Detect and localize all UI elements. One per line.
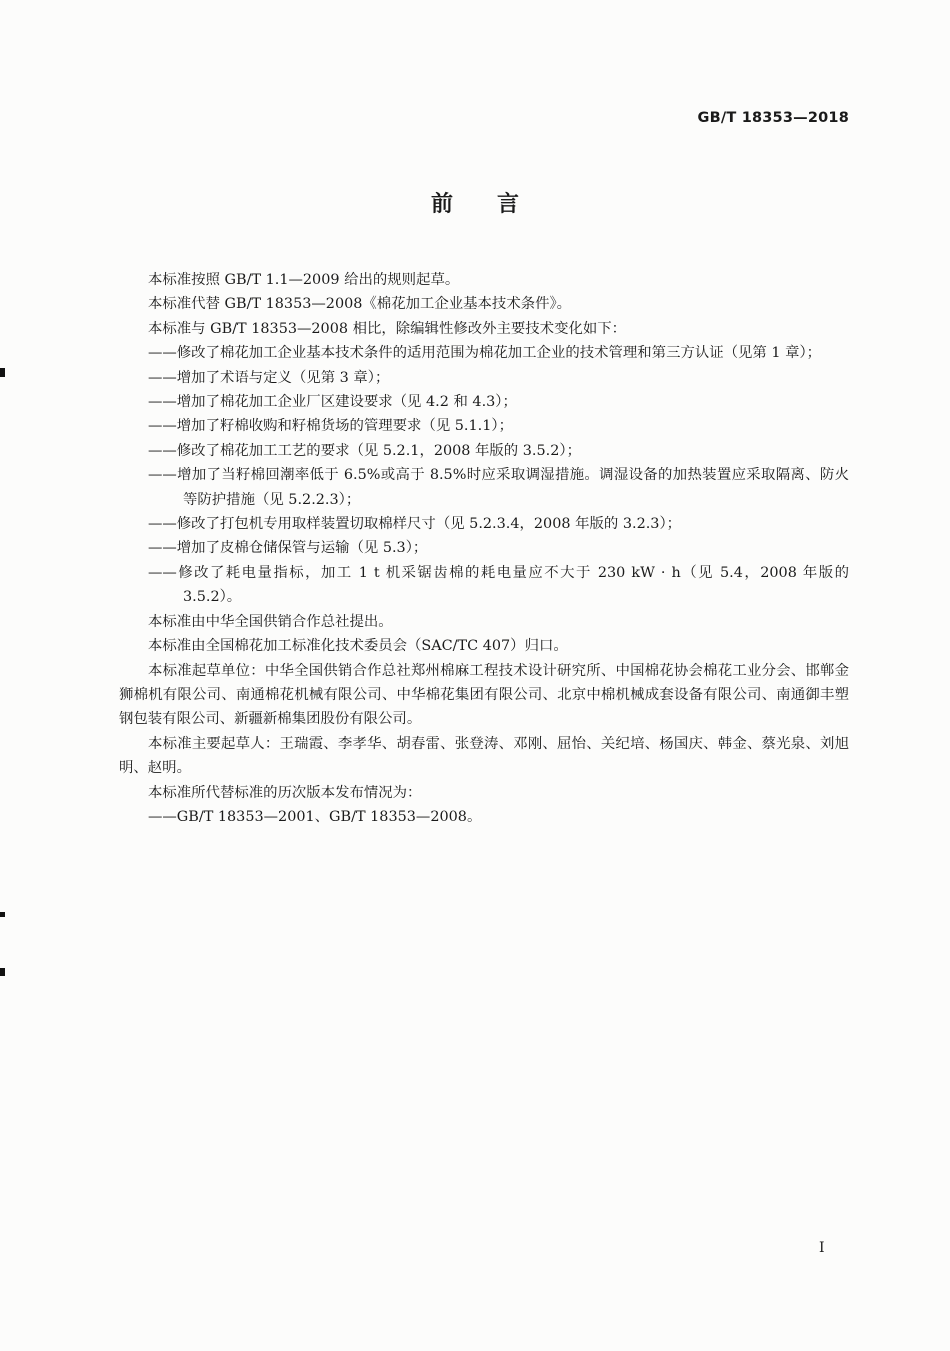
change-item: ——增加了棉花加工企业厂区建设要求（见 4.2 和 4.3）； [148,394,517,411]
change-item: ——修改了耗电量指标，加工 1 t 机采锯齿棉的耗电量应不大于 230 kW · h（见 5.4，2008 年版的 3.5.2）。 [148,564,849,606]
paragraph-drafting-rules: 本标准按照 GB/T 1.1—2009 给出的规则起草。 [148,272,460,288]
paragraph-replaces: 本标准代替 GB/T 18353—2008《棉花加工企业基本技术条件》。 [148,296,572,313]
page-number: I [819,1240,825,1256]
change-item: ——修改了棉花加工工艺的要求（见 5.2.1，2008 年版的 3.5.2）； [148,442,581,459]
scan-edge-mark [0,368,5,377]
change-item: ——修改了打包机专用取样装置切取棉样尺寸（见 5.2.3.4，2008 年版的 3.2.3）； [148,516,682,533]
previous-versions-item: ——GB/T 18353—2001、GB/T 18353—2008。 [148,808,482,825]
paragraph-proposed-by: 本标准由中华全国供销合作总社提出。 [148,613,393,630]
paragraph-previous-versions-intro: 本标准所代替标准的历次版本发布情况为： [148,784,422,801]
change-item: ——增加了籽棉收购和籽棉货场的管理要求（见 5.1.1）； [148,418,513,435]
document-body [119,268,849,829]
standard-code: GB/T 18353—2018 [697,110,849,126]
change-item: ——增加了皮棉仓储保管与运输（见 5.3）； [148,540,428,557]
paragraph-changes-intro: 本标准与 GB/T 18353—2008 相比，除编辑性修改外主要技术变化如下： [148,320,627,337]
paragraph-drafters: 本标准主要起草人：王瑞霞、李孝华、胡春雷、张登涛、邓刚、屈怡、关纪培、杨国庆、韩金、蔡光泉、刘旭明、赵明。 [119,735,849,777]
change-item: ——增加了术语与定义（见第 3 章）； [148,369,390,386]
paragraph-under-jurisdiction: 本标准由全国棉花加工标准化技术委员会（SAC/TC 407）归口。 [148,638,568,655]
change-item: ——增加了当籽棉回潮率低于 6.5%或高于 8.5%时应采取调湿措施。调湿设备的加热装置应采取隔离、防火等防护措施（见 5.2.2.3）； [148,467,849,508]
paragraph-drafting-units: 本标准起草单位：中华全国供销合作总社郑州棉麻工程技术设计研究所、中国棉花协会棉花工业分会、邯郸金狮棉机有限公司、南通棉花机械有限公司、中华棉花集团有限公司、北京中棉机械成套设备有限公司、南通御丰塑钢包装有限公司、新疆新棉集团股份有限公司。 [119,662,849,728]
page-title: 前言 [430,192,563,217]
change-item: ——修改了棉花加工企业基本技术条件的适用范围为棉花加工企业的技术管理和第三方认证（见第 1 章）； [148,345,822,362]
scan-edge-mark [0,968,5,976]
scan-edge-mark [0,912,5,917]
